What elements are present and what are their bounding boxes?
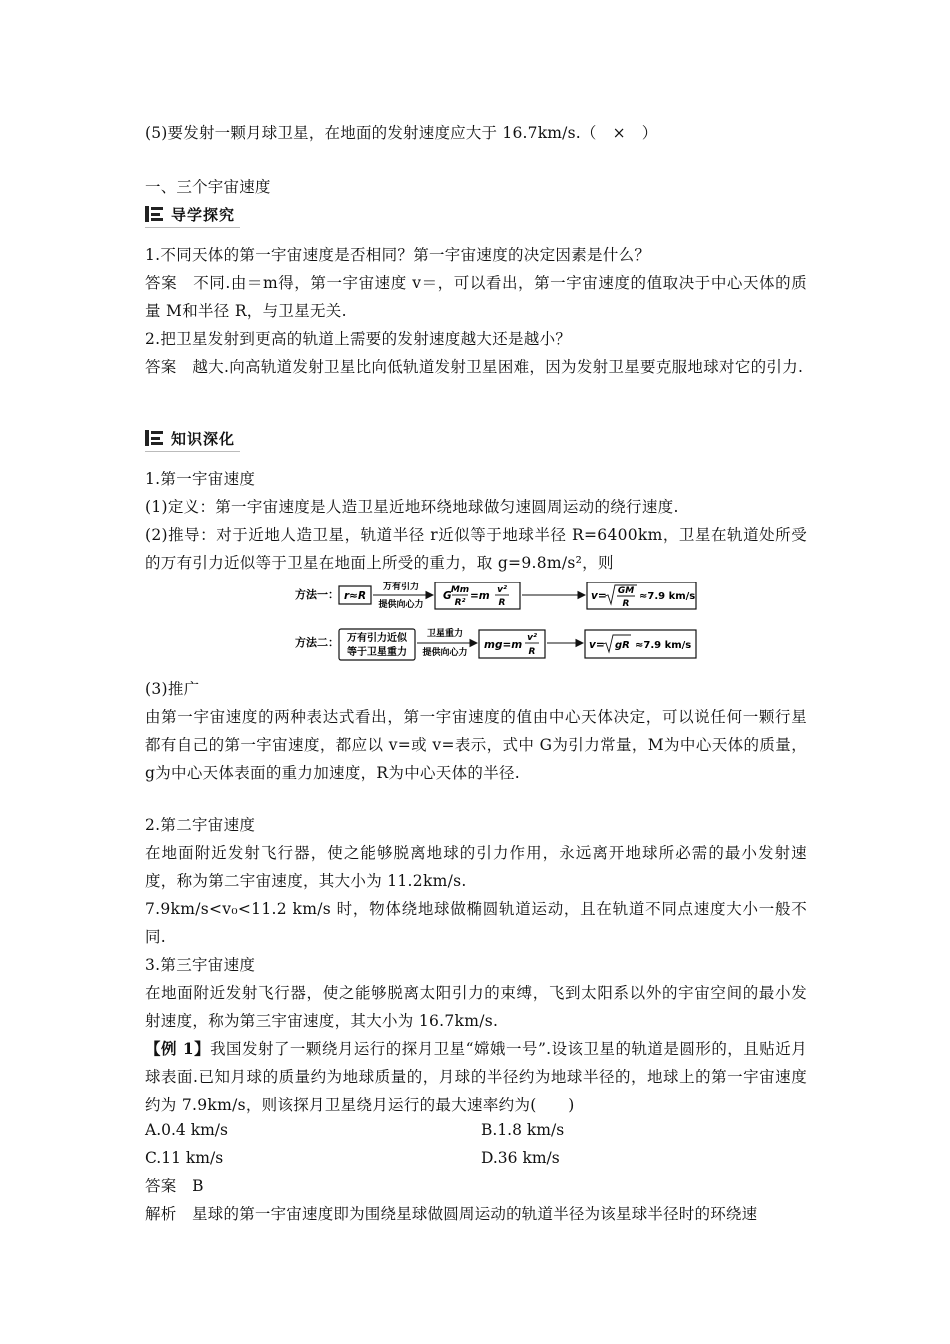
method-2-box-2-num: v² xyxy=(527,633,537,643)
method-2-arrow-bottom: 提供向心力 xyxy=(422,648,468,658)
list-icon xyxy=(145,430,165,446)
example-tag: 【例 1】 xyxy=(145,1039,211,1058)
method-2-box-3-result: ≈7.9 km/s xyxy=(635,640,692,651)
method-2-box-2-den: R xyxy=(528,647,536,657)
method-1-box-1-text: r≈R xyxy=(343,590,367,602)
method-1-arrow-bottom: 提供向心力 xyxy=(378,600,424,610)
first-definition: (1)定义：第一宇宙速度是人造卫星近地环绕地球做匀速圆周运动的绕行速度. xyxy=(145,498,679,516)
first-derivation: (2)推导：对于近地人造卫星，轨道半径 r近似等于地球半径 R=6400km，卫星在轨道处所受的万有引力近似等于卫星在地面上所受的重力，取 g=9.8m/s²，则 xyxy=(145,526,807,572)
method-1-box-2-num: Mm xyxy=(450,585,470,595)
method-1-box-3-result: ≈7.9 km/s xyxy=(639,591,696,602)
guide-q1: 1.不同天体的第一宇宙速度是否相同？第一宇宙速度的决定因素是什么？ xyxy=(145,246,651,264)
method-1-box-2-eq: =m xyxy=(470,590,490,602)
method-1-box-2-den2: R xyxy=(498,598,506,608)
method-2-label: 方法二： xyxy=(295,636,339,649)
method-2-box-1-line-2: 等于卫星重力 xyxy=(347,647,407,658)
method-2-box-1-line-1: 万有引力近似 xyxy=(347,633,407,644)
answer: 答案 B xyxy=(145,1177,204,1195)
third-body: 在地面附近发射飞行器，使之能够脱离太阳引力的束缚，飞到太阳系以外的宇宙空间的最小发射速度，称为第三宇宙速度，其大小为 16.7km/s. xyxy=(145,984,807,1030)
header-divider xyxy=(145,227,240,228)
guide-header-title: 导学探究 xyxy=(171,205,236,224)
guide-a1: 答案 不同.由＝m得，第一宇宙速度 v＝，可以看出，第一宇宙速度的值取决于中心天体的质量 M和半径 R，与卫星无关. xyxy=(145,274,807,320)
example-text: 我国发射了一颗绕月运行的探月卫星“嫦娥一号”.设该卫星的轨道是圆形的，且贴近月球表面.已知月球的质量约为地球质量的，月球的半径约为地球半径的，地球上的第一宇宙速度约为 7.9km/s，则该探月卫星绕月运行的最大速率约为( ) xyxy=(145,1040,807,1114)
method-1-box-2-G: G xyxy=(443,590,452,602)
list-icon xyxy=(145,206,165,222)
guide-a2: 答案 越大.向高轨道发射卫星比向低轨道发射卫星困难，因为发射卫星要克服地球对它的引力. xyxy=(145,358,804,376)
question-5-text: (5)要发射一颗月球卫星，在地面的发射速度应大于 16.7km/s.（ xyxy=(145,124,597,142)
question-5-mark: × xyxy=(612,124,626,142)
guide-q2: 2.把卫星发射到更高的轨道上需要的发射速度越大还是越小？ xyxy=(145,330,572,348)
generalize-title: (3)推广 xyxy=(145,680,200,698)
method-2-box-2-mg: mg=m xyxy=(484,639,523,651)
guide-header xyxy=(145,203,235,225)
analysis: 解析 星球的第一宇宙速度即为围绕星球做圆周运动的轨道半径为该星球半径时的环绕速 xyxy=(145,1205,758,1223)
method-1-box-3-num: GM xyxy=(617,586,635,596)
example-1 xyxy=(145,1035,807,1119)
option-c: C.11 km/s xyxy=(145,1149,224,1167)
deepen-header-title: 知识深化 xyxy=(171,429,236,448)
second-title: 2.第二宇宙速度 xyxy=(145,816,256,834)
option-b: B.1.8 km/s xyxy=(481,1121,565,1139)
method-2-box-3-radicand: gR xyxy=(615,640,630,651)
header-divider xyxy=(145,451,240,452)
question-5 xyxy=(145,123,657,143)
derivation-diagram xyxy=(295,582,805,664)
question-5-close: ） xyxy=(641,124,658,142)
method-1-box-2-num2: v² xyxy=(497,585,507,595)
section-title: 一、三个宇宙速度 xyxy=(145,178,271,196)
third-title: 3.第三宇宙速度 xyxy=(145,956,256,974)
option-a: A.0.4 km/s xyxy=(145,1121,228,1139)
generalize-body: 由第一宇宙速度的两种表达式看出，第一宇宙速度的值由中心天体决定，可以说任何一颗行星都有自己的第一宇宙速度，都应以 v=或 v=表示，式中 G为引力常量，M为中心天体的质量，g为中心天体表面的重力加速度，R为中心天体的半径. xyxy=(145,708,807,782)
method-1-label: 方法一： xyxy=(295,588,339,601)
method-2-box-3-v: v= xyxy=(589,639,605,651)
method-1-arrow-top: 万有引力 xyxy=(382,582,420,592)
method-1-box-3-v: v= xyxy=(591,590,607,602)
deepen-header xyxy=(145,427,235,449)
method-2-arrow-top: 卫星重力 xyxy=(426,629,464,639)
second-body: 在地面附近发射飞行器，使之能够脱离地球的引力作用，永远离开地球所必需的最小发射速度，称为第二宇宙速度，其大小为 11.2km/s. xyxy=(145,844,807,890)
option-d: D.36 km/s xyxy=(481,1149,560,1167)
method-1-box-3-den: R xyxy=(622,599,630,609)
second-note: 7.9km/s<v₀<11.2 km/s 时，物体绕地球做椭圆轨道运动，且在轨道不同点速度大小一般不同. xyxy=(145,900,807,946)
method-1-box-2-den: R² xyxy=(454,598,466,608)
first-title: 1.第一宇宙速度 xyxy=(145,470,256,488)
